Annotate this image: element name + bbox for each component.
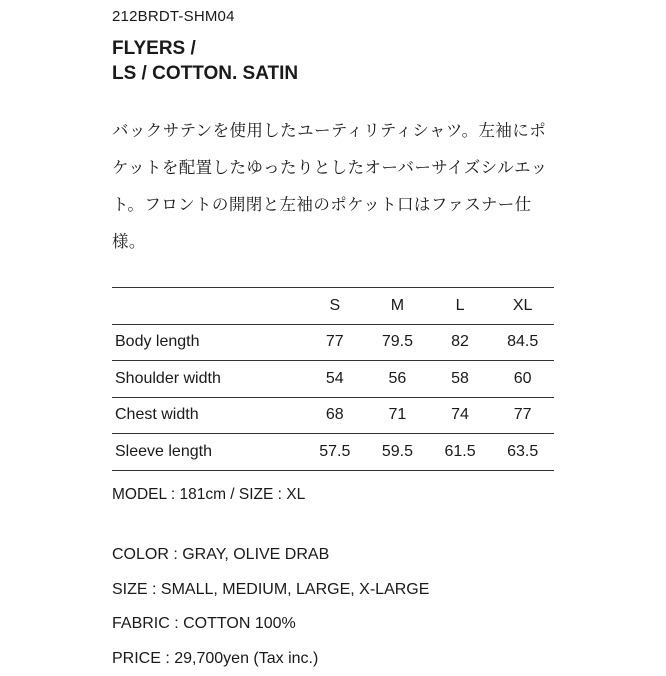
table-cell: 84.5	[491, 324, 554, 361]
table-cell: 77	[304, 324, 367, 361]
product-specs	[112, 538, 429, 676]
table-cell: 74	[429, 397, 492, 434]
table-row	[112, 397, 554, 434]
table-cell: 56	[366, 361, 429, 398]
table-cell: 60	[491, 361, 554, 398]
spec-price: PRICE : 29,700yen (Tax inc.)	[112, 642, 429, 676]
table-row	[112, 324, 554, 361]
spec-size: SIZE : SMALL, MEDIUM, LARGE, X-LARGE	[112, 573, 429, 608]
table-cell: 57.5	[304, 434, 367, 471]
model-info: MODEL : 181cm / SIZE : XL	[112, 486, 305, 504]
table-cell: 77	[491, 397, 554, 434]
size-table	[112, 287, 554, 471]
row-label-body-length: Body length	[112, 324, 304, 361]
product-title	[112, 36, 298, 86]
description-line: バックサテンを使用したユーティリティシャツ。左袖にポ	[112, 112, 562, 149]
size-header-blank	[112, 288, 304, 325]
product-code: 212BRDT-SHM04	[112, 8, 235, 25]
table-cell: 63.5	[491, 434, 554, 471]
table-cell: 71	[366, 397, 429, 434]
table-cell: 54	[304, 361, 367, 398]
size-header-l: L	[429, 288, 492, 325]
product-title-line-1: FLYERS /	[112, 36, 298, 61]
table-row	[112, 434, 554, 471]
table-cell: 79.5	[366, 324, 429, 361]
description-line: ケットを配置したゆったりとしたオーバーサイズシルエッ	[112, 149, 562, 186]
description-line: 様。	[112, 223, 562, 260]
spec-fabric: FABRIC : COTTON 100%	[112, 607, 429, 642]
table-cell: 61.5	[429, 434, 492, 471]
table-cell: 58	[429, 361, 492, 398]
table-row	[112, 361, 554, 398]
description-line: ト。フロントの開閉と左袖のポケット口はファスナー仕	[112, 186, 562, 223]
table-cell: 82	[429, 324, 492, 361]
size-header-xl: XL	[491, 288, 554, 325]
product-description	[112, 112, 562, 260]
product-title-line-2: LS / COTTON. SATIN	[112, 61, 298, 86]
size-header-m: M	[366, 288, 429, 325]
row-label-chest-width: Chest width	[112, 397, 304, 434]
size-header-s: S	[304, 288, 367, 325]
row-label-sleeve-length: Sleeve length	[112, 434, 304, 471]
table-cell: 59.5	[366, 434, 429, 471]
table-cell: 68	[304, 397, 367, 434]
spec-color: COLOR : GRAY, OLIVE DRAB	[112, 538, 429, 573]
row-label-shoulder-width: Shoulder width	[112, 361, 304, 398]
size-table-header-row	[112, 288, 554, 325]
